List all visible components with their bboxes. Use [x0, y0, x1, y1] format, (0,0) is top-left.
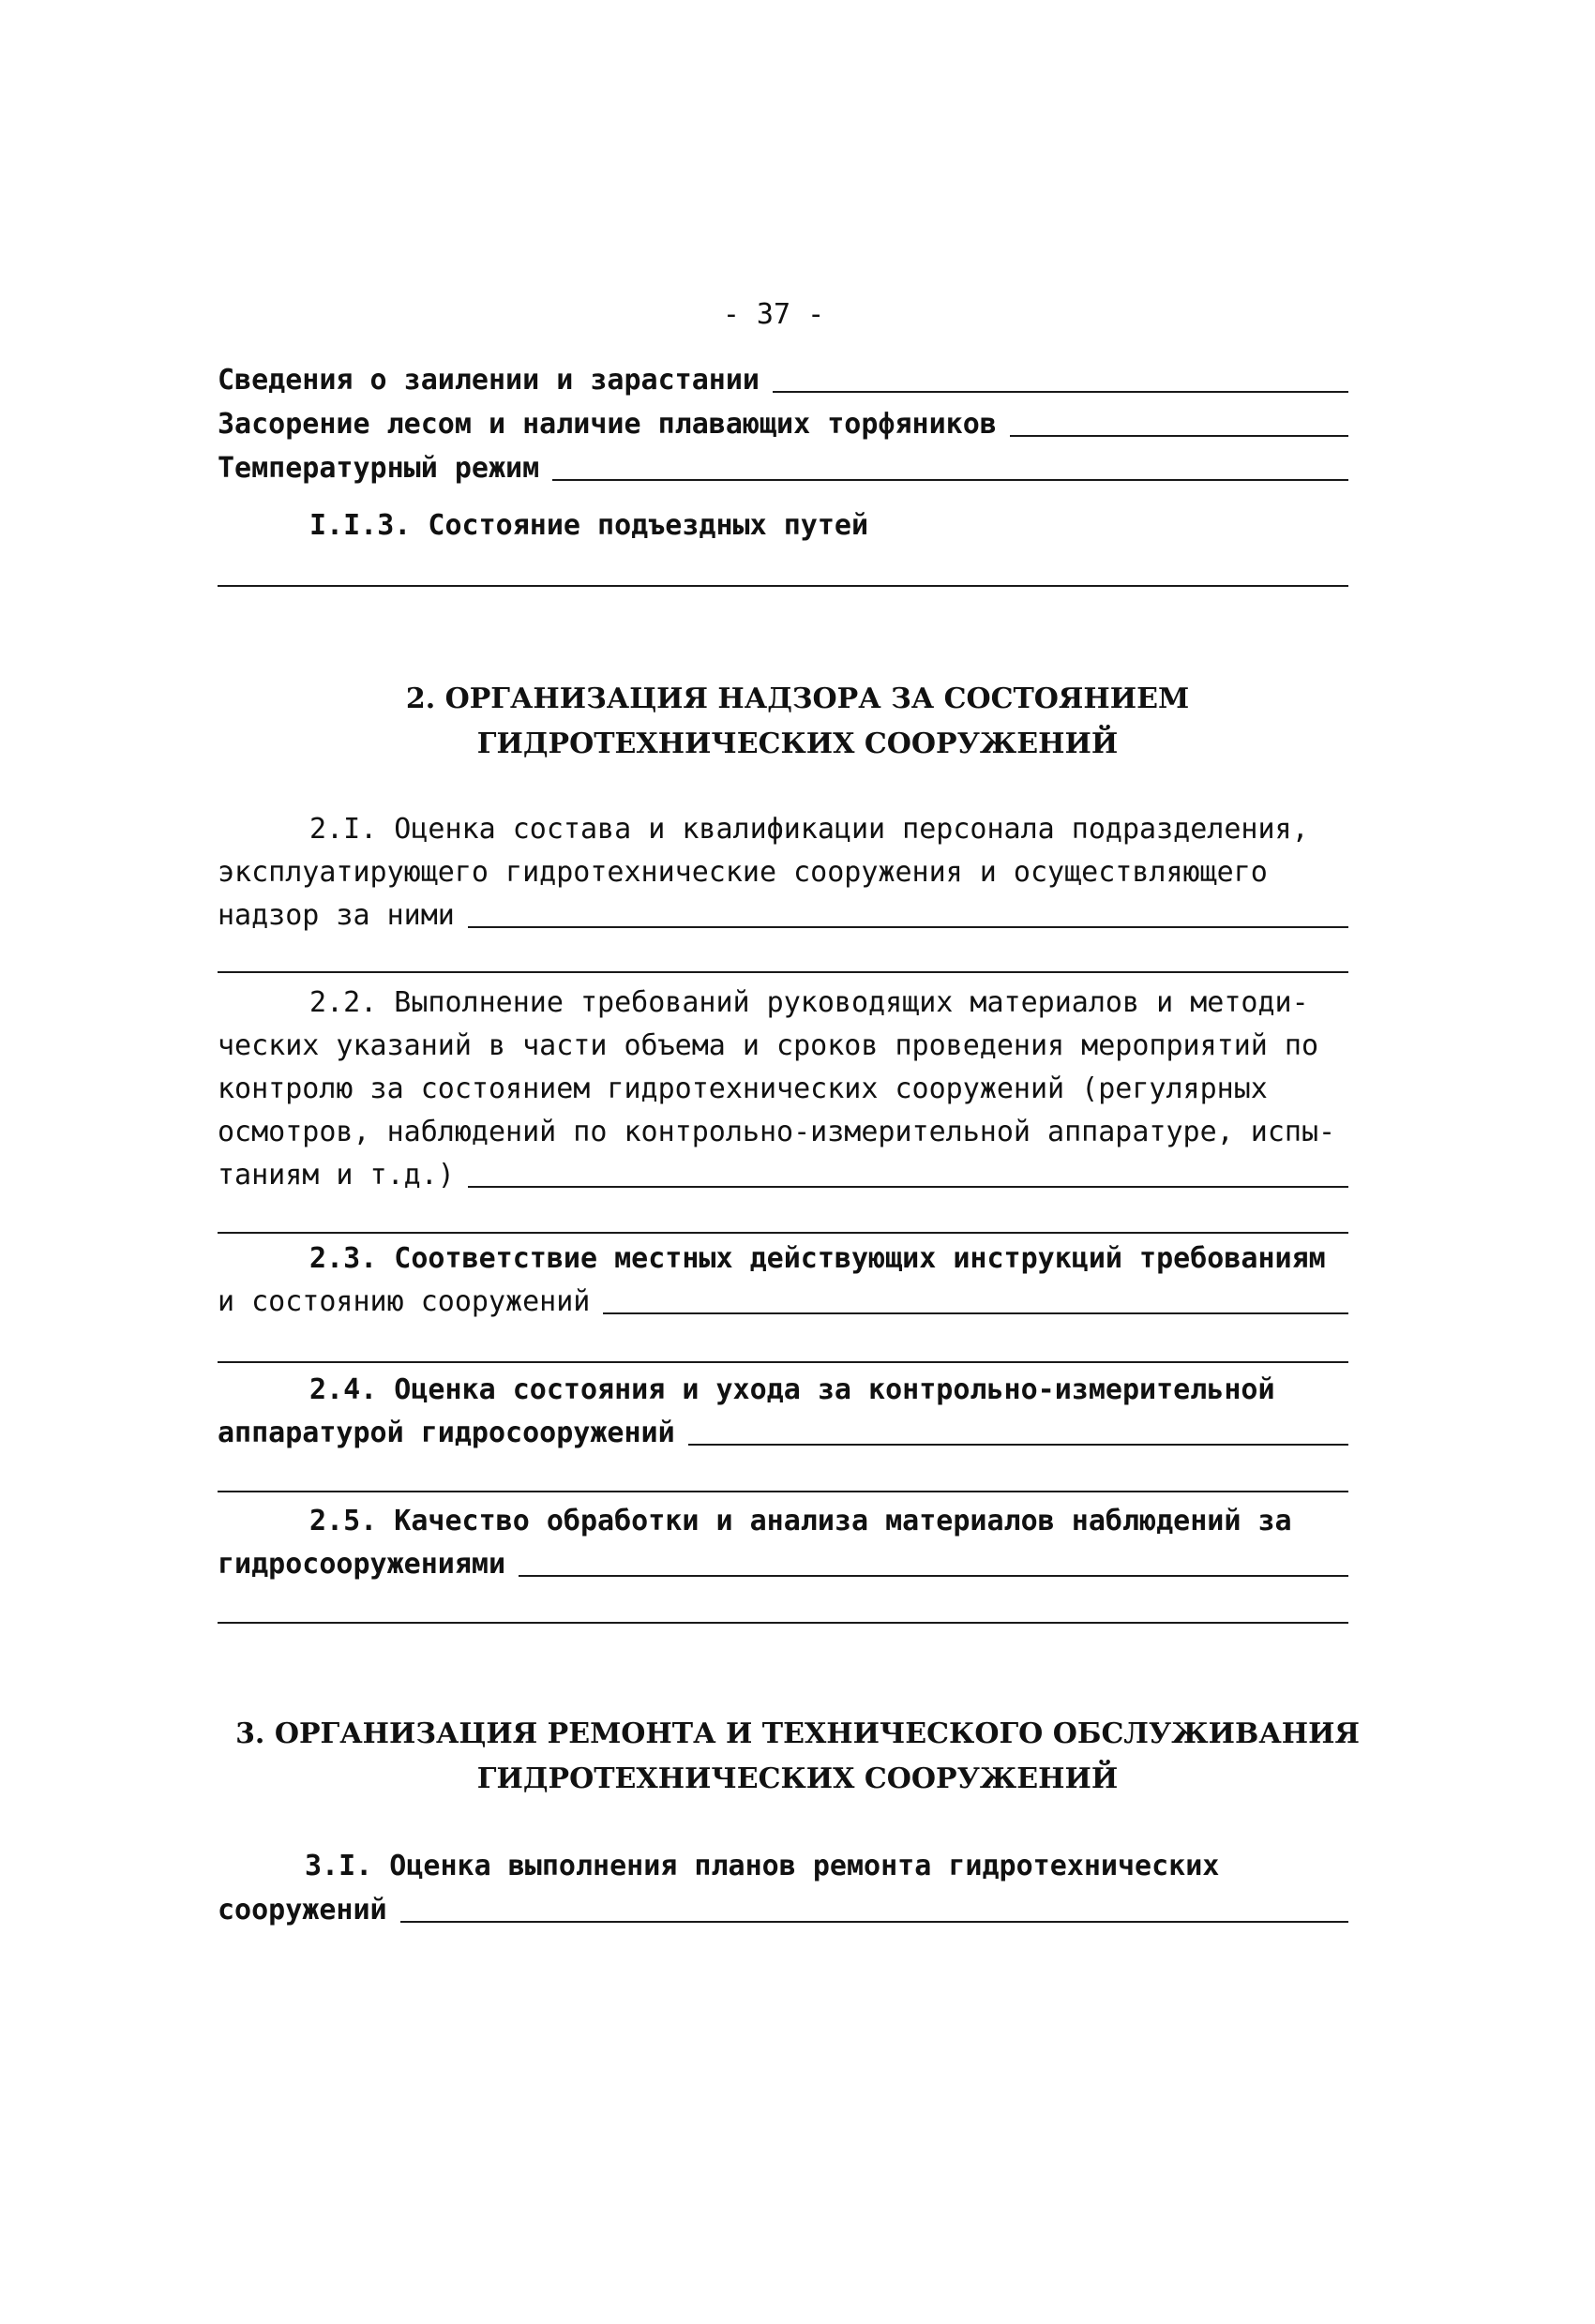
field-debris-blank[interactable]	[1010, 407, 1348, 437]
answer-line-2-3[interactable]	[218, 1361, 1348, 1363]
answer-line-2-2[interactable]	[218, 1232, 1348, 1234]
field-siltation-label: Сведения о заилении и зарастании	[218, 364, 760, 397]
item-2-1-line3: надзор за ними	[218, 899, 455, 932]
item-2-4-line2-row	[218, 1412, 1348, 1455]
item-2-1-line3-row	[218, 894, 1348, 937]
section-3-title	[0, 1712, 1595, 1802]
section-3-title-line2: ГИДРОТЕХНИЧЕСКИХ СООРУЖЕНИЙ	[476, 1762, 1119, 1795]
section-2-title-line1: 2. ОРГАНИЗАЦИЯ НАДЗОРА ЗА СОСТОЯНИЕМ	[405, 682, 1190, 715]
item-2-5-line2: гидросооружениями	[218, 1548, 506, 1581]
answer-line-1-1-3[interactable]	[218, 585, 1348, 587]
item-1-1-3: I.I.3. Состояние подъездных путей	[309, 509, 869, 542]
item-2-2-line2: ческих указаний в части объема и сроков проведения мероприятий по	[218, 1029, 1318, 1062]
field-temperature	[218, 447, 1348, 490]
item-2-2-line1: 2.2. Выполнение требований руководящих материалов и методи-	[309, 986, 1309, 1019]
item-3-1-line1: 3.I. Оценка выполнения планов ремонта гидротехнических	[305, 1850, 1220, 1882]
item-2-2-line5-row	[218, 1154, 1348, 1197]
page-number: - 37 -	[722, 298, 825, 331]
item-2-3-blank[interactable]	[603, 1284, 1348, 1314]
item-2-4-line1: 2.4. Оценка состояния и ухода за контрольно-измерительной	[309, 1373, 1275, 1406]
item-3-1-line2-row	[218, 1889, 1348, 1932]
item-2-1-line1: 2.I. Оценка состава и квалификации персонала подразделения,	[309, 813, 1309, 846]
answer-line-2-1[interactable]	[218, 971, 1348, 973]
item-2-1-line2: эксплуатирующего гидротехнические сооружения и осуществляющего	[218, 856, 1268, 889]
section-2-title	[0, 677, 1595, 767]
item-2-2-blank[interactable]	[468, 1158, 1348, 1188]
item-2-5-blank[interactable]	[519, 1547, 1348, 1577]
answer-line-2-5[interactable]	[218, 1622, 1348, 1624]
item-2-5-line2-row	[218, 1543, 1348, 1586]
item-3-1-line2: сооружений	[218, 1894, 387, 1927]
field-siltation-blank[interactable]	[773, 363, 1348, 393]
item-3-1-blank[interactable]	[400, 1893, 1348, 1923]
section-3-title-line1: 3. ОРГАНИЗАЦИЯ РЕМОНТА И ТЕХНИЧЕСКОГО ОБСЛУЖИВАНИЯ	[235, 1717, 1360, 1750]
item-2-2-line5: таниям и т.д.)	[218, 1159, 455, 1192]
item-2-3-line2: и состоянию сооружений	[218, 1285, 591, 1318]
field-debris-label: Засорение лесом и наличие плавающих торфяников	[218, 408, 997, 441]
item-2-4-blank[interactable]	[688, 1416, 1348, 1446]
section-2-title-line2: ГИДРОТЕХНИЧЕСКИХ СООРУЖЕНИЙ	[476, 727, 1119, 760]
item-2-2-line3: контролю за состоянием гидротехнических сооружений (регулярных	[218, 1072, 1268, 1105]
answer-line-2-4[interactable]	[218, 1491, 1348, 1492]
item-2-1-blank[interactable]	[468, 898, 1348, 928]
field-temperature-label: Температурный режим	[218, 452, 540, 485]
item-2-5-line1: 2.5. Качество обработки и анализа материалов наблюдений за	[309, 1505, 1292, 1537]
field-temperature-blank[interactable]	[552, 451, 1348, 481]
item-2-4-line2: аппаратурой гидросооружений	[218, 1417, 675, 1449]
item-2-2-line4: осмотров, наблюдений по контрольно-измерительной аппаратуре, испы-	[218, 1116, 1336, 1148]
field-debris	[218, 403, 1348, 446]
field-siltation	[218, 359, 1348, 402]
item-2-3-line1: 2.3. Соответствие местных действующих инструкций требованиям	[309, 1242, 1326, 1275]
item-2-3-line2-row	[218, 1281, 1348, 1324]
